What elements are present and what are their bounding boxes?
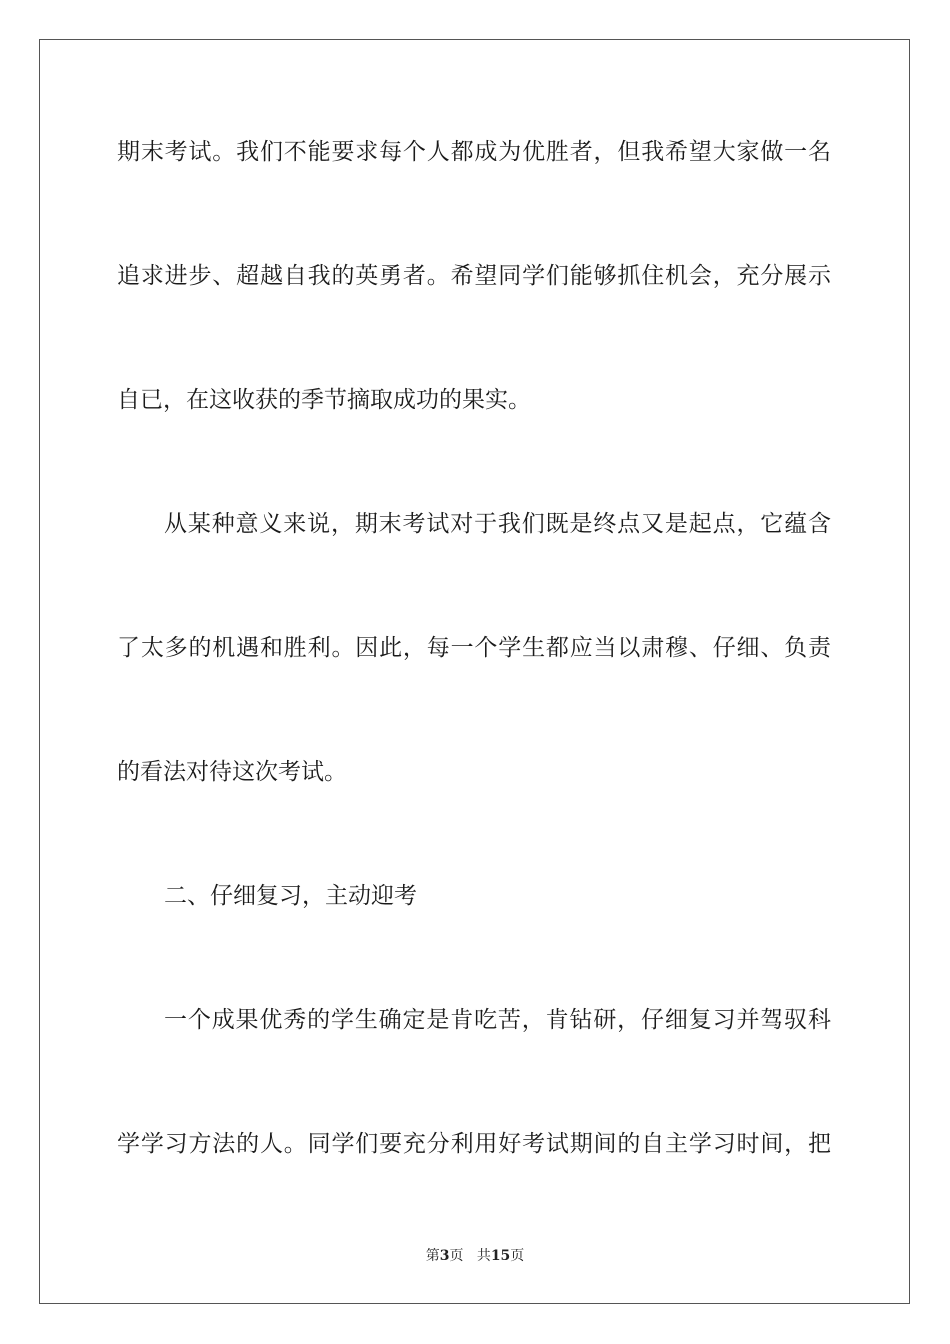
- page-number: 3: [439, 1248, 450, 1264]
- paragraph-line: 追求进步、超越自我的英勇者。希望同学们能够抓住机会，充分展示: [117, 263, 831, 289]
- total-prefix: 共: [476, 1248, 491, 1264]
- paragraph-line: 一个成果优秀的学生确定是肯吃苦，肯钻研，仔细复习并驾驭科: [164, 1007, 831, 1033]
- page-suffix: 页: [449, 1248, 464, 1264]
- section-heading: 二、仔细复习，主动迎考: [164, 883, 417, 909]
- paragraph-line: 自已，在这收获的季节摘取成功的果实。: [117, 387, 531, 413]
- total-pages: 15: [490, 1248, 511, 1264]
- total-suffix: 页: [510, 1248, 525, 1264]
- paragraph-line: 的看法对待这次考试。: [117, 759, 347, 785]
- paragraph-line: 从某种意义来说，期末考试对于我们既是终点又是起点，它蕴含: [164, 511, 831, 537]
- paragraph-line: 期末考试。我们不能要求每个人都成为优胜者，但我希望大家做一名: [117, 139, 831, 165]
- page-prefix: 第: [425, 1248, 440, 1264]
- page-footer: [0, 1246, 950, 1266]
- paragraph-line: 了太多的机遇和胜利。因此，每一个学生都应当以肃穆、仔细、负责: [117, 635, 831, 661]
- page-border: [39, 39, 910, 1304]
- paragraph-line: 学学习方法的人。同学们要充分利用好考试期间的自主学习时间，把: [117, 1131, 831, 1157]
